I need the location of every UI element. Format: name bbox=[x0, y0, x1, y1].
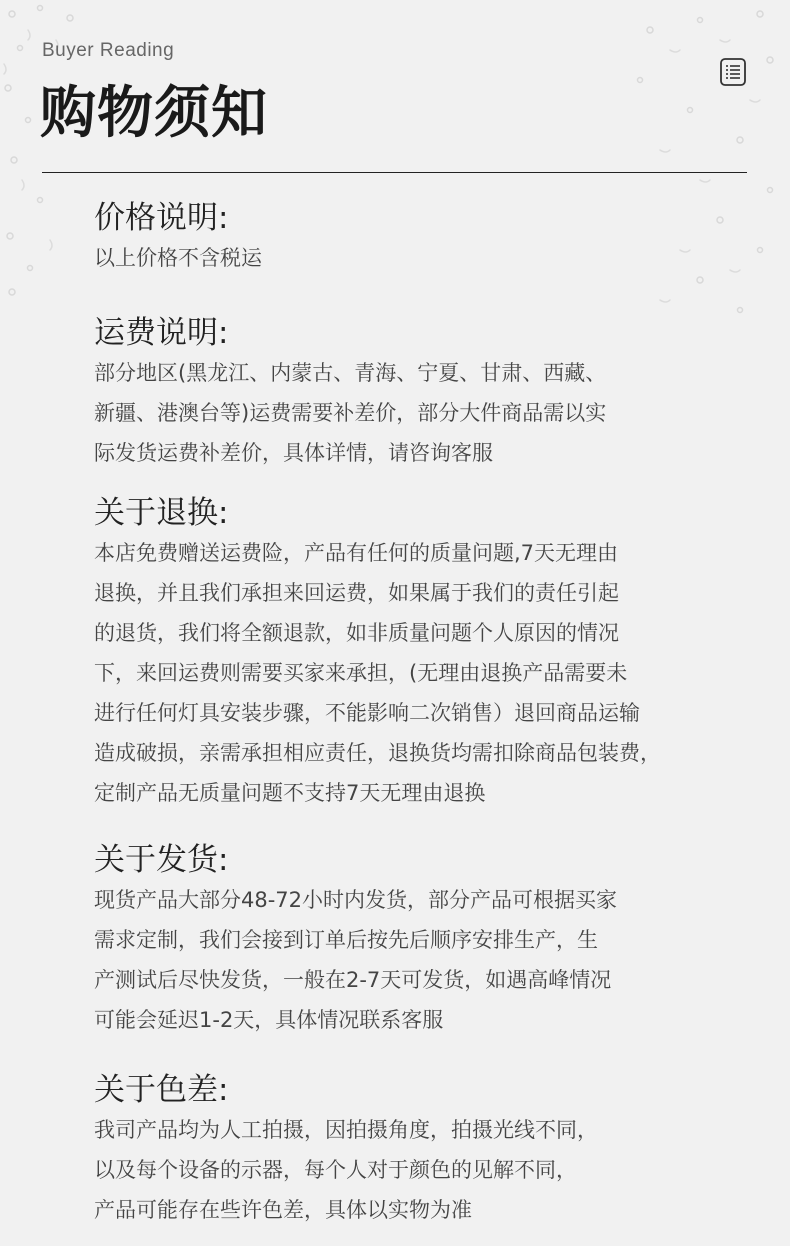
section-line: 部分地区(黑龙江、内蒙古、青海、宁夏、甘肃、西藏、 bbox=[94, 361, 607, 385]
section-line: 以及每个设备的示器，每个人对于颜色的见解不同， bbox=[94, 1158, 577, 1182]
page-subtitle: Buyer Reading bbox=[42, 40, 175, 61]
section-heading: 价格说明: bbox=[94, 200, 229, 236]
section-line: 进行任何灯具安装步骤，不能影响二次销售）退回商品运输 bbox=[94, 701, 640, 725]
list-icon[interactable] bbox=[720, 58, 746, 86]
section-line: 造成破损，亲需承担相应责任，退换货均需扣除商品包装费， bbox=[94, 741, 661, 765]
section-price bbox=[94, 198, 754, 278]
section-line: 退换，并且我们承担来回运费，如果属于我们的责任引起 bbox=[94, 581, 619, 605]
section-delivery bbox=[94, 840, 754, 1040]
section-shipping-fee bbox=[94, 313, 754, 473]
section-line: 新疆、港澳台等)运费需要补差价，部分大件商品需以实 bbox=[94, 401, 607, 425]
section-heading: 关于色差: bbox=[94, 1072, 229, 1108]
section-heading: 关于退换: bbox=[94, 495, 229, 531]
section-line: 产测试后尽快发货，一般在2-7天可发货，如遇高峰情况 bbox=[94, 968, 612, 992]
section-color-difference bbox=[94, 1070, 754, 1230]
header-divider bbox=[42, 172, 747, 173]
section-line: 可能会延迟1-2天，具体情况联系客服 bbox=[94, 1008, 444, 1032]
section-line: 产品可能存在些许色差，具体以实物为准 bbox=[94, 1198, 472, 1222]
section-line: 的退货，我们将全额退款，如非质量问题个人原因的情况 bbox=[94, 621, 619, 645]
section-line: 本店免费赠送运费险，产品有任何的质量问题,7天无理由 bbox=[94, 541, 619, 565]
section-line: 需求定制，我们会接到订单后按先后顺序安排生产，生 bbox=[94, 928, 598, 952]
section-line: 下，来回运费则需要买家来承担，(无理由退换产品需要未 bbox=[94, 661, 628, 685]
section-line: 我司产品均为人工拍摄，因拍摄角度，拍摄光线不同， bbox=[94, 1118, 598, 1142]
section-heading: 关于发货: bbox=[94, 842, 229, 878]
section-line: 际发货运费补差价，具体详情，请咨询客服 bbox=[94, 441, 493, 465]
section-line: 现货产品大部分48-72小时内发货，部分产品可根据买家 bbox=[94, 888, 618, 912]
page-title: 购物须知 bbox=[40, 81, 268, 146]
section-heading: 运费说明: bbox=[94, 315, 229, 351]
section-returns bbox=[94, 493, 754, 813]
section-line: 以上价格不含税运 bbox=[94, 246, 262, 270]
section-line: 定制产品无质量问题不支持7天无理由退换 bbox=[94, 781, 486, 805]
